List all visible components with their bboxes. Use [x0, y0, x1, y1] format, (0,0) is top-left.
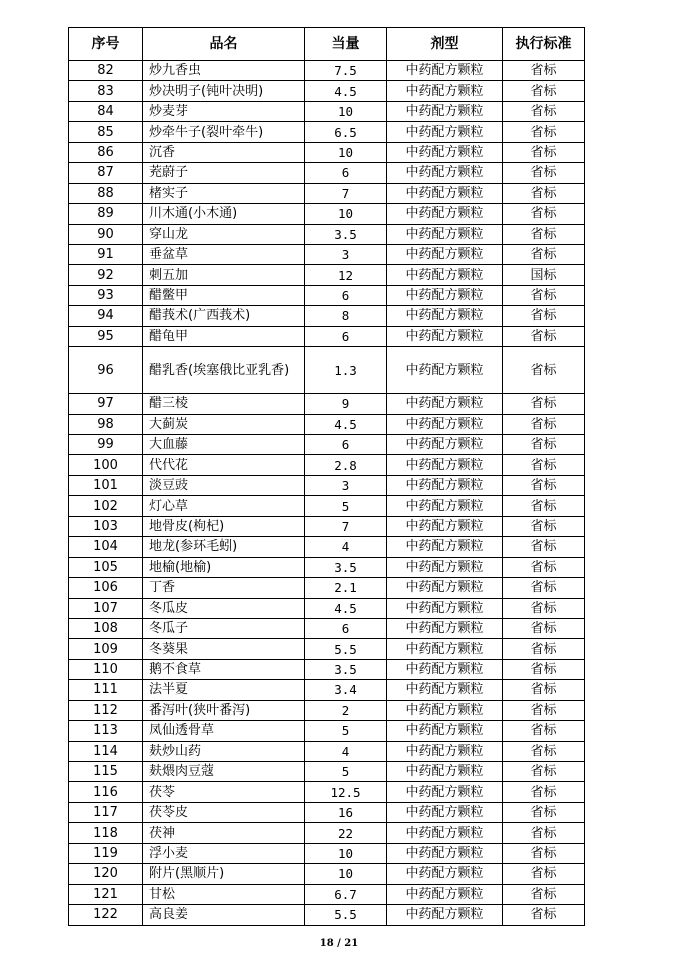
cell-standard: 省标: [503, 455, 585, 475]
cell-form: 中药配方颗粒: [387, 680, 503, 700]
header-dose: 当量: [305, 28, 387, 61]
cell-serial: 108: [69, 618, 143, 638]
cell-name: 代代花: [143, 455, 305, 475]
cell-dose: 6.5: [305, 122, 387, 142]
cell-standard: 省标: [503, 578, 585, 598]
cell-name: 垂盆草: [143, 244, 305, 264]
cell-dose: 4.5: [305, 414, 387, 434]
cell-dose: 10: [305, 843, 387, 863]
cell-serial: 107: [69, 598, 143, 618]
cell-standard: 省标: [503, 306, 585, 326]
table-row: [69, 802, 585, 822]
table-row: [69, 326, 585, 346]
cell-form: 中药配方颗粒: [387, 435, 503, 455]
cell-form: 中药配方颗粒: [387, 884, 503, 904]
cell-form: 中药配方颗粒: [387, 496, 503, 516]
cell-form: 中药配方颗粒: [387, 244, 503, 264]
cell-form: 中药配方颗粒: [387, 659, 503, 679]
cell-name: 浮小麦: [143, 843, 305, 863]
cell-name: 凤仙透骨草: [143, 721, 305, 741]
cell-serial: 99: [69, 435, 143, 455]
cell-dose: 7: [305, 183, 387, 203]
table-row: [69, 843, 585, 863]
cell-name: 丁香: [143, 578, 305, 598]
cell-dose: 10: [305, 101, 387, 121]
cell-form: 中药配方颗粒: [387, 163, 503, 183]
cell-name: 大血藤: [143, 435, 305, 455]
cell-dose: 8: [305, 306, 387, 326]
table-row: [69, 183, 585, 203]
cell-serial: 106: [69, 578, 143, 598]
cell-dose: 3.4: [305, 680, 387, 700]
cell-standard: 省标: [503, 700, 585, 720]
table-row: [69, 557, 585, 577]
cell-serial: 86: [69, 142, 143, 162]
cell-standard: 省标: [503, 142, 585, 162]
cell-name: 冬葵果: [143, 639, 305, 659]
cell-standard: 省标: [503, 183, 585, 203]
cell-dose: 1.3: [305, 347, 387, 394]
cell-name: 醋乳香(埃塞俄比亚乳香): [143, 347, 305, 394]
table-row: [69, 101, 585, 121]
cell-serial: 100: [69, 455, 143, 475]
cell-form: 中药配方颗粒: [387, 81, 503, 101]
cell-form: 中药配方颗粒: [387, 537, 503, 557]
cell-dose: 4.5: [305, 598, 387, 618]
table-row: [69, 61, 585, 81]
table-row: [69, 578, 585, 598]
table-row: [69, 163, 585, 183]
cell-name: 附片(黑顺片): [143, 864, 305, 884]
herb-table: [68, 27, 585, 926]
table-row: [69, 244, 585, 264]
cell-serial: 97: [69, 394, 143, 414]
cell-name: 醋三棱: [143, 394, 305, 414]
cell-form: 中药配方颗粒: [387, 204, 503, 224]
cell-form: 中药配方颗粒: [387, 782, 503, 802]
cell-form: 中药配方颗粒: [387, 721, 503, 741]
table-row: [69, 306, 585, 326]
cell-standard: 省标: [503, 496, 585, 516]
cell-dose: 10: [305, 204, 387, 224]
table-row: [69, 639, 585, 659]
cell-name: 茯苓: [143, 782, 305, 802]
cell-serial: 101: [69, 475, 143, 495]
cell-dose: 7.5: [305, 61, 387, 81]
cell-serial: 118: [69, 823, 143, 843]
cell-dose: 2.1: [305, 578, 387, 598]
cell-name: 醋龟甲: [143, 326, 305, 346]
cell-form: 中药配方颗粒: [387, 475, 503, 495]
cell-standard: 省标: [503, 905, 585, 925]
table-row: [69, 516, 585, 536]
cell-serial: 102: [69, 496, 143, 516]
cell-serial: 115: [69, 762, 143, 782]
cell-form: 中药配方颗粒: [387, 802, 503, 822]
cell-serial: 103: [69, 516, 143, 536]
cell-standard: 省标: [503, 475, 585, 495]
cell-dose: 5: [305, 721, 387, 741]
cell-standard: 省标: [503, 414, 585, 434]
cell-standard: 省标: [503, 884, 585, 904]
cell-serial: 105: [69, 557, 143, 577]
cell-form: 中药配方颗粒: [387, 224, 503, 244]
cell-dose: 4: [305, 741, 387, 761]
cell-dose: 3.5: [305, 659, 387, 679]
table-row: [69, 762, 585, 782]
cell-name: 麸煨肉豆蔻: [143, 762, 305, 782]
table-row: [69, 455, 585, 475]
cell-serial: 88: [69, 183, 143, 203]
cell-standard: 省标: [503, 659, 585, 679]
table-row: [69, 204, 585, 224]
cell-form: 中药配方颗粒: [387, 516, 503, 536]
cell-dose: 2: [305, 700, 387, 720]
cell-dose: 4.5: [305, 81, 387, 101]
table-header-row: [69, 28, 585, 61]
cell-serial: 110: [69, 659, 143, 679]
header-standard: 执行标准: [503, 28, 585, 61]
cell-standard: 省标: [503, 163, 585, 183]
cell-name: 地榆(地榆): [143, 557, 305, 577]
cell-form: 中药配方颗粒: [387, 101, 503, 121]
table-row: [69, 884, 585, 904]
cell-standard: 省标: [503, 802, 585, 822]
cell-dose: 3: [305, 475, 387, 495]
cell-form: 中药配方颗粒: [387, 762, 503, 782]
cell-standard: 省标: [503, 326, 585, 346]
cell-standard: 省标: [503, 224, 585, 244]
table-row: [69, 347, 585, 394]
cell-name: 炒牵牛子(裂叶牵牛): [143, 122, 305, 142]
cell-serial: 90: [69, 224, 143, 244]
cell-standard: 省标: [503, 557, 585, 577]
cell-name: 穿山龙: [143, 224, 305, 244]
table-row: [69, 435, 585, 455]
table-row: [69, 659, 585, 679]
cell-form: 中药配方颗粒: [387, 741, 503, 761]
table-row: [69, 142, 585, 162]
cell-standard: 省标: [503, 618, 585, 638]
cell-dose: 6: [305, 326, 387, 346]
cell-serial: 93: [69, 285, 143, 305]
cell-standard: 省标: [503, 598, 585, 618]
cell-serial: 83: [69, 81, 143, 101]
cell-name: 鹅不食草: [143, 659, 305, 679]
table-body: [69, 61, 585, 926]
cell-dose: 5.5: [305, 639, 387, 659]
cell-serial: 111: [69, 680, 143, 700]
cell-form: 中药配方颗粒: [387, 265, 503, 285]
cell-standard: 省标: [503, 741, 585, 761]
cell-dose: 3.5: [305, 557, 387, 577]
cell-dose: 6: [305, 618, 387, 638]
table-row: [69, 285, 585, 305]
cell-name: 炒麦芽: [143, 101, 305, 121]
cell-name: 茯苓皮: [143, 802, 305, 822]
cell-name: 醋莪术(广西莪术): [143, 306, 305, 326]
cell-form: 中药配方颗粒: [387, 285, 503, 305]
cell-standard: 省标: [503, 394, 585, 414]
cell-name: 茺蔚子: [143, 163, 305, 183]
cell-form: 中药配方颗粒: [387, 142, 503, 162]
cell-serial: 84: [69, 101, 143, 121]
cell-form: 中药配方颗粒: [387, 700, 503, 720]
cell-standard: 省标: [503, 762, 585, 782]
cell-form: 中药配方颗粒: [387, 823, 503, 843]
cell-dose: 3.5: [305, 224, 387, 244]
table-row: [69, 265, 585, 285]
header-name: 品名: [143, 28, 305, 61]
cell-form: 中药配方颗粒: [387, 578, 503, 598]
cell-serial: 91: [69, 244, 143, 264]
cell-standard: 省标: [503, 516, 585, 536]
cell-serial: 121: [69, 884, 143, 904]
cell-dose: 10: [305, 864, 387, 884]
cell-dose: 6: [305, 163, 387, 183]
cell-serial: 122: [69, 905, 143, 925]
cell-standard: 省标: [503, 61, 585, 81]
table-row: [69, 122, 585, 142]
cell-name: 醋鳖甲: [143, 285, 305, 305]
cell-form: 中药配方颗粒: [387, 61, 503, 81]
table-row: [69, 864, 585, 884]
cell-standard: 省标: [503, 843, 585, 863]
cell-serial: 98: [69, 414, 143, 434]
cell-serial: 113: [69, 721, 143, 741]
cell-name: 法半夏: [143, 680, 305, 700]
cell-name: 麸炒山药: [143, 741, 305, 761]
table-row: [69, 721, 585, 741]
cell-dose: 4: [305, 537, 387, 557]
cell-dose: 6: [305, 285, 387, 305]
cell-form: 中药配方颗粒: [387, 598, 503, 618]
cell-dose: 5.5: [305, 905, 387, 925]
cell-name: 淡豆豉: [143, 475, 305, 495]
cell-name: 茯神: [143, 823, 305, 843]
cell-name: 地龙(参环毛蚓): [143, 537, 305, 557]
cell-name: 刺五加: [143, 265, 305, 285]
header-serial: 序号: [69, 28, 143, 61]
cell-serial: 104: [69, 537, 143, 557]
cell-standard: 省标: [503, 721, 585, 741]
table-row: [69, 782, 585, 802]
table-row: [69, 394, 585, 414]
cell-dose: 5: [305, 496, 387, 516]
cell-name: 炒九香虫: [143, 61, 305, 81]
cell-form: 中药配方颗粒: [387, 183, 503, 203]
cell-dose: 22: [305, 823, 387, 843]
cell-name: 炒决明子(钝叶决明): [143, 81, 305, 101]
cell-standard: 省标: [503, 347, 585, 394]
cell-form: 中药配方颗粒: [387, 864, 503, 884]
table-row: [69, 700, 585, 720]
cell-dose: 7: [305, 516, 387, 536]
cell-serial: 114: [69, 741, 143, 761]
cell-serial: 120: [69, 864, 143, 884]
cell-serial: 117: [69, 802, 143, 822]
cell-name: 冬瓜皮: [143, 598, 305, 618]
cell-form: 中药配方颗粒: [387, 306, 503, 326]
cell-serial: 109: [69, 639, 143, 659]
cell-dose: 16: [305, 802, 387, 822]
cell-name: 楮实子: [143, 183, 305, 203]
cell-standard: 省标: [503, 122, 585, 142]
cell-form: 中药配方颗粒: [387, 618, 503, 638]
table-row: [69, 823, 585, 843]
cell-dose: 12: [305, 265, 387, 285]
table-row: [69, 741, 585, 761]
cell-serial: 85: [69, 122, 143, 142]
cell-form: 中药配方颗粒: [387, 122, 503, 142]
cell-name: 地骨皮(枸杞): [143, 516, 305, 536]
cell-standard: 省标: [503, 680, 585, 700]
table-row: [69, 618, 585, 638]
cell-standard: 国标: [503, 265, 585, 285]
cell-name: 冬瓜子: [143, 618, 305, 638]
cell-serial: 82: [69, 61, 143, 81]
cell-name: 沉香: [143, 142, 305, 162]
cell-name: 番泻叶(狭叶番泻): [143, 700, 305, 720]
cell-standard: 省标: [503, 204, 585, 224]
cell-dose: 6: [305, 435, 387, 455]
cell-dose: 6.7: [305, 884, 387, 904]
cell-form: 中药配方颗粒: [387, 414, 503, 434]
cell-form: 中药配方颗粒: [387, 557, 503, 577]
cell-form: 中药配方颗粒: [387, 347, 503, 394]
table-row: [69, 81, 585, 101]
cell-serial: 95: [69, 326, 143, 346]
cell-serial: 119: [69, 843, 143, 863]
cell-dose: 12.5: [305, 782, 387, 802]
cell-serial: 94: [69, 306, 143, 326]
cell-standard: 省标: [503, 823, 585, 843]
cell-serial: 87: [69, 163, 143, 183]
page-number: 18 / 21: [319, 938, 359, 949]
cell-form: 中药配方颗粒: [387, 455, 503, 475]
cell-form: 中药配方颗粒: [387, 843, 503, 863]
table-row: [69, 414, 585, 434]
cell-serial: 92: [69, 265, 143, 285]
cell-standard: 省标: [503, 782, 585, 802]
cell-dose: 10: [305, 142, 387, 162]
cell-standard: 省标: [503, 101, 585, 121]
table-row: [69, 496, 585, 516]
cell-serial: 116: [69, 782, 143, 802]
cell-dose: 3: [305, 244, 387, 264]
cell-standard: 省标: [503, 537, 585, 557]
cell-standard: 省标: [503, 285, 585, 305]
table-row: [69, 537, 585, 557]
cell-form: 中药配方颗粒: [387, 905, 503, 925]
cell-standard: 省标: [503, 81, 585, 101]
table-row: [69, 598, 585, 618]
cell-name: 川木通(小木通): [143, 204, 305, 224]
table-row: [69, 475, 585, 495]
table-row: [69, 224, 585, 244]
cell-standard: 省标: [503, 435, 585, 455]
table-row: [69, 905, 585, 925]
cell-serial: 96: [69, 347, 143, 394]
cell-name: 灯心草: [143, 496, 305, 516]
cell-dose: 2.8: [305, 455, 387, 475]
table-row: [69, 680, 585, 700]
cell-standard: 省标: [503, 864, 585, 884]
cell-form: 中药配方颗粒: [387, 639, 503, 659]
cell-serial: 89: [69, 204, 143, 224]
cell-form: 中药配方颗粒: [387, 394, 503, 414]
cell-dose: 5: [305, 762, 387, 782]
header-form: 剂型: [387, 28, 503, 61]
cell-form: 中药配方颗粒: [387, 326, 503, 346]
cell-standard: 省标: [503, 244, 585, 264]
cell-standard: 省标: [503, 639, 585, 659]
cell-name: 大蓟炭: [143, 414, 305, 434]
cell-dose: 9: [305, 394, 387, 414]
cell-serial: 112: [69, 700, 143, 720]
cell-name: 甘松: [143, 884, 305, 904]
cell-name: 高良姜: [143, 905, 305, 925]
